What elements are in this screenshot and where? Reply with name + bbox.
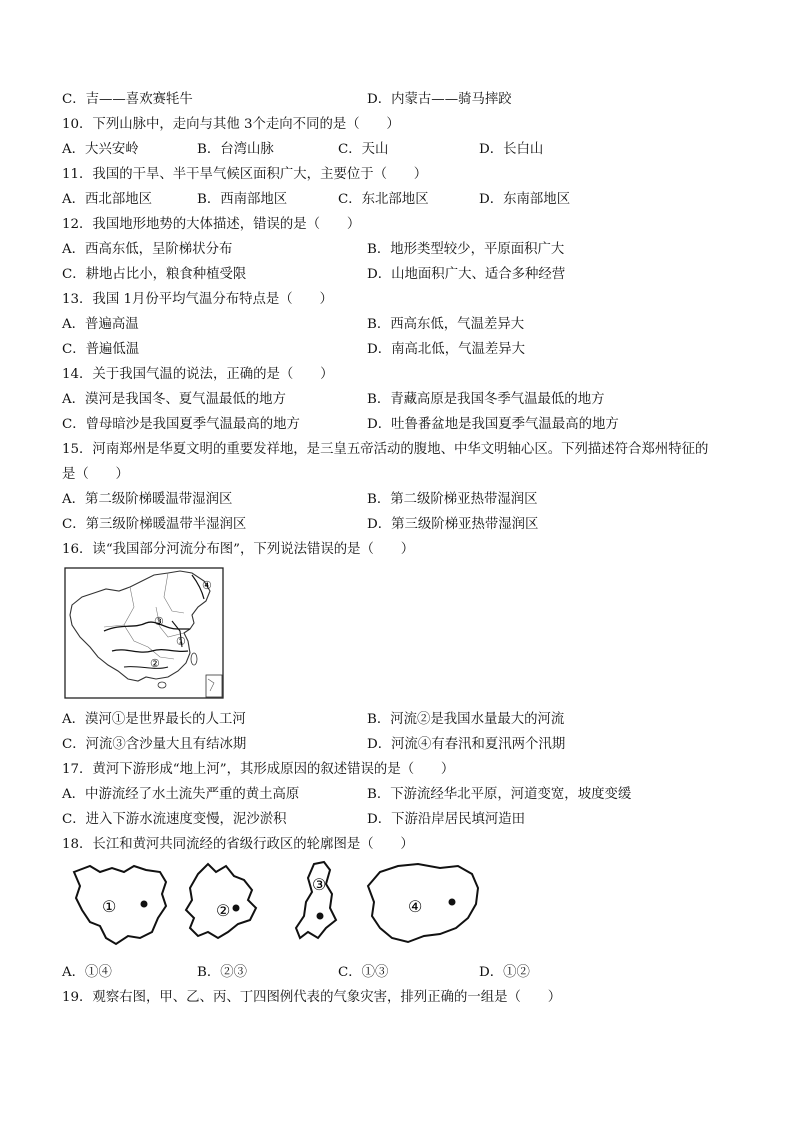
q18-option-c: C．①③: [338, 965, 389, 980]
q11-option-d: D．东南部地区: [479, 192, 571, 207]
q17-stem: 17．黄河下游形成“地上河”，其形成原因的叙述错误的是（ ）: [62, 762, 455, 777]
q15-option-c: C．第三级阶梯暖温带半湿润区: [62, 517, 247, 532]
q9-option-d: D．内蒙古——骑马摔跤: [367, 92, 512, 107]
q12-option-c: C．耕地占比小，粮食种植受限: [62, 267, 247, 282]
q16-stem: 16．读“我国部分河流分布图”，下列说法错误的是（ ）: [62, 542, 415, 557]
map-label-4: ④: [202, 579, 212, 592]
shape-label-4: ④: [408, 897, 423, 916]
q12-option-b: B．地形类型较少，平原面积广大: [367, 242, 565, 257]
q11-option-a: A．西北部地区: [62, 192, 153, 207]
q17-option-d: D．下游沿岸居民填河造田: [367, 812, 526, 827]
q14-option-c: C．曾母暗沙是我国夏季气温最高的地方: [62, 417, 300, 432]
capital-dot-2: [233, 905, 240, 912]
q13-stem: 13．我国 1月份平均气温分布特点是（ ）: [62, 292, 333, 307]
outline-3: [296, 862, 336, 938]
q14-option-d: D．吐鲁番盆地是我国夏季气温最高的地方: [367, 417, 619, 432]
q10-option-c: C．天山: [338, 142, 389, 157]
q14-option-b: B．青藏高原是我国冬季气温最低的地方: [367, 392, 605, 407]
q15-stem-line1: 15．河南郑州是华夏文明的重要发祥地，是三皇五帝活动的腹地、中华文明轴心区。下列描述符合郑州特征的: [62, 442, 709, 457]
outline-4: [368, 864, 478, 942]
q14-option-a: A．漠河是我国冬、夏气温最低的地方: [62, 392, 286, 407]
q15-option-d: D．第三级阶梯亚热带湿润区: [367, 517, 539, 532]
q10-stem: 10．下列山脉中，走向与其他 3个走向不同的是（ ）: [62, 117, 400, 132]
province-outlines: [68, 858, 488, 950]
q10-option-b: B．台湾山脉: [197, 142, 274, 157]
map-label-2: ②: [150, 657, 160, 670]
q17-option-b: B．下游流经华北平原，河道变宽，坡度变缓: [367, 787, 632, 802]
q18-option-a: A．①④: [62, 965, 112, 980]
q13-option-b: B．西高东低，气温差异大: [367, 317, 525, 332]
q16-option-c: C．河流③含沙量大且有结冰期: [62, 737, 247, 752]
q18-stem: 18．长江和黄河共同流经的省级行政区的轮廓图是（ ）: [62, 837, 414, 852]
capital-dot-4: [449, 899, 456, 906]
map-label-3: ③: [154, 615, 164, 628]
q12-option-d: D．山地面积广大、适合多种经营: [367, 267, 566, 282]
q11-option-b: B．西南部地区: [197, 192, 288, 207]
map-label-1: ①: [176, 635, 186, 648]
q17-option-a: A．中游流经了水土流失严重的黄土高原: [62, 787, 300, 802]
q11-stem: 11．我国的干旱、半干旱气候区面积广大，主要位于（ ）: [62, 167, 428, 182]
q15-stem-line2: 是（ ）: [62, 467, 129, 482]
q13-option-a: A．普遍高温: [62, 317, 139, 332]
shape-label-3: ③: [312, 875, 327, 894]
q13-option-c: C．普遍低温: [62, 342, 140, 357]
q15-option-b: B．第二级阶梯亚热带湿润区: [367, 492, 538, 507]
q16-option-d: D．河流④有春汛和夏汛两个汛期: [367, 737, 566, 752]
q14-stem: 14．关于我国气温的说法，正确的是（ ）: [62, 367, 334, 382]
shape-label-1: ①: [102, 897, 117, 916]
q10-option-a: A．大兴安岭: [62, 142, 139, 157]
q19-stem: 19．观察右图，甲、乙、丙、丁四图例代表的气象灾害，排列正确的一组是（ ）: [62, 990, 562, 1005]
q18-option-b: B．②③: [197, 965, 248, 980]
shape-label-2: ②: [216, 901, 231, 920]
q10-option-d: D．长白山: [479, 142, 544, 157]
outline-1: [74, 866, 166, 944]
capital-dot-3: [317, 913, 324, 920]
q18-option-d: D．①②: [479, 965, 530, 980]
q11-option-c: C．东北部地区: [338, 192, 429, 207]
china-river-map: [64, 567, 224, 699]
q16-option-a: A．漠河①是世界最长的人工河: [62, 712, 246, 727]
q9-option-c: C．吉——喜欢赛牦牛: [62, 92, 193, 107]
q16-option-b: B．河流②是我国水量最大的河流: [367, 712, 565, 727]
q13-option-d: D．南高北低，气温差异大: [367, 342, 526, 357]
capital-dot-1: [141, 901, 148, 908]
q12-stem: 12．我国地形地势的大体描述，错误的是（ ）: [62, 217, 361, 232]
q17-option-c: C．进入下游水流速度变慢，泥沙淤积: [62, 812, 287, 827]
q12-option-a: A．西高东低，呈阶梯状分布: [62, 242, 233, 257]
q15-option-a: A．第二级阶梯暖温带湿润区: [62, 492, 233, 507]
